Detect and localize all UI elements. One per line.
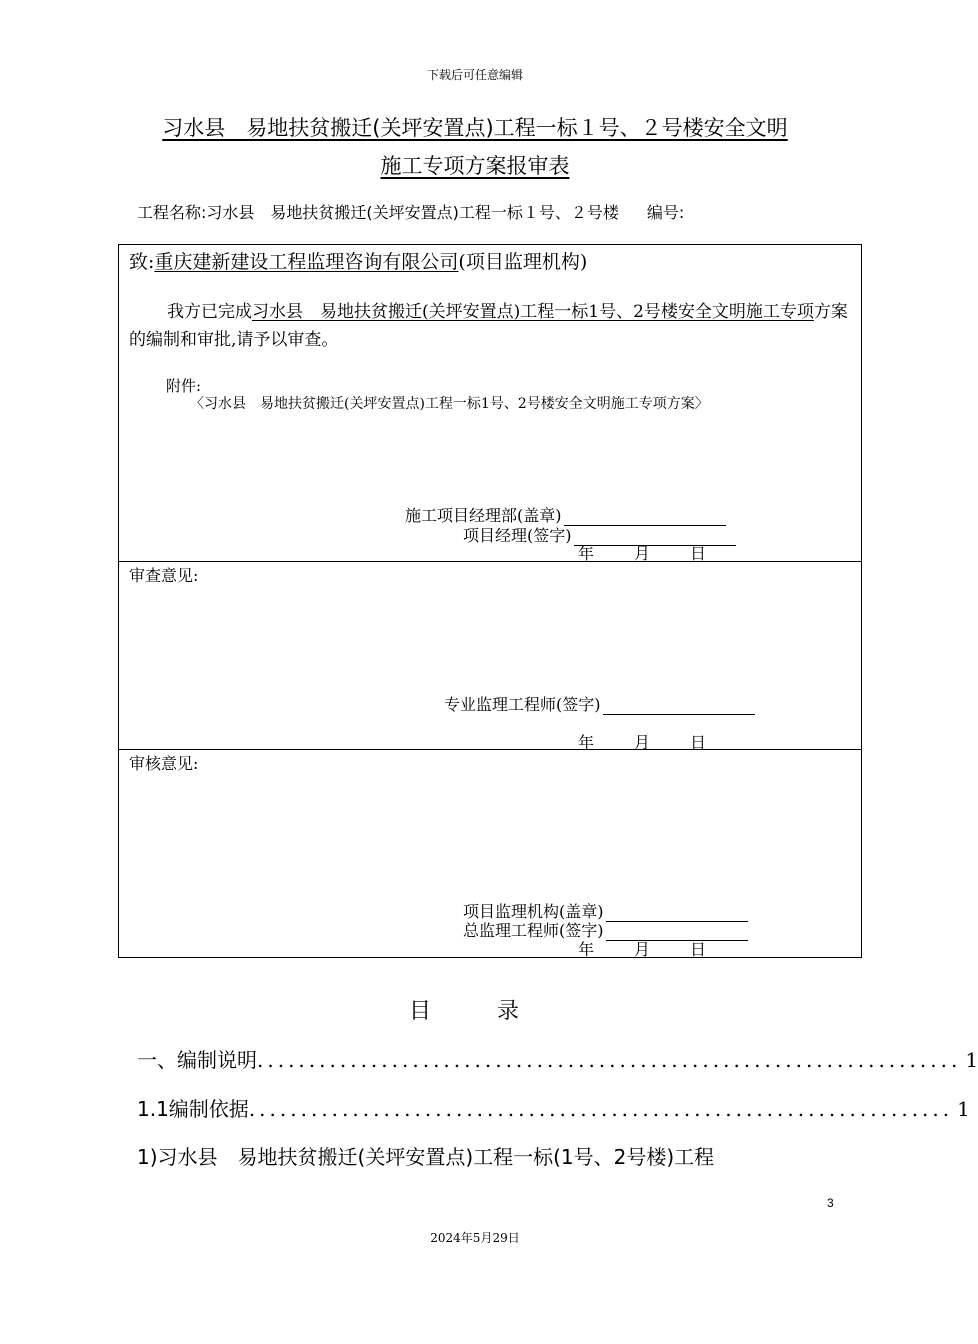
year-label: 年 xyxy=(578,544,595,563)
addressee-org: 重庆建新建设工程监理咨询有限公司 xyxy=(154,251,459,273)
year-label: 年 xyxy=(578,733,595,752)
engineer-sign-row xyxy=(444,692,755,715)
year-label: 年 xyxy=(578,940,595,959)
addressee xyxy=(129,247,587,274)
dept-seal-label: 施工项目经理部(盖章) xyxy=(405,506,562,525)
chief-sign-label: 总监理工程师(签字) xyxy=(463,921,604,940)
toc-leader: .................................................................... xyxy=(248,1097,954,1121)
toc-item-page: 1 xyxy=(965,1048,978,1072)
date-row-3 xyxy=(578,937,706,960)
engineer-sign-blank xyxy=(603,696,755,715)
toc-item-label: 一、编制说明 xyxy=(137,1048,257,1072)
month-label: 月 xyxy=(634,544,651,563)
statement-suffix: 方案的编制和审批,请予以审查。 xyxy=(129,302,848,350)
review-opinion-label: 审查意见: xyxy=(129,566,199,585)
day-label: 日 xyxy=(690,940,707,959)
toc-heading: 目 录 xyxy=(408,999,541,1024)
day-label: 日 xyxy=(690,544,707,563)
day-label: 日 xyxy=(690,733,707,752)
submission-statement xyxy=(129,298,855,354)
form-title-line-1: 习水县 易地扶贫搬迁(关坪安置点)工程一标１号、２号楼安全文明 xyxy=(162,116,788,140)
toc-item-label: 1.1编制依据 xyxy=(137,1097,249,1121)
attachment-title: 〈习水县 易地扶贫搬迁(关坪安置点)工程一标1号、2号楼安全文明施工专项方案〉 xyxy=(190,396,709,412)
manager-sign-label: 项目经理(签字) xyxy=(463,526,572,545)
statement-prefix: 我方已完成 xyxy=(167,302,252,322)
statement-project: 习水县 易地扶贫搬迁(关坪安置点)工程一标1号、2号楼安全文明施工专项 xyxy=(252,302,814,322)
page-number: 3 xyxy=(827,1196,834,1210)
month-label: 月 xyxy=(634,733,651,752)
page-header-note: 下载后可任意编辑 xyxy=(426,68,523,82)
addressee-prefix: 致: xyxy=(129,251,155,273)
toc-item[interactable] xyxy=(137,1044,978,1073)
project-info-line xyxy=(137,200,684,223)
form-title-line-2: 施工专项方案报审表 xyxy=(380,154,570,178)
toc-item-label: 1)习水县 易地扶贫搬迁(关坪安置点)工程一标(1号、2号楼)工程 xyxy=(137,1145,715,1169)
attachment-label: 附件: xyxy=(166,377,202,395)
toc-item-page: 1 xyxy=(957,1097,970,1121)
audit-opinion-label: 审核意见: xyxy=(129,754,199,773)
footer-date: 2024年5月29日 xyxy=(430,1231,520,1245)
project-name: 工程名称:习水县 易地扶贫搬迁(关坪安置点)工程一标１号、２号楼 xyxy=(137,203,619,222)
month-label: 月 xyxy=(634,940,651,959)
review-section xyxy=(118,561,862,750)
toc-item[interactable] xyxy=(137,1093,970,1122)
serial-number-label: 编号: xyxy=(646,203,685,222)
toc-leader: .................................................................... xyxy=(257,1048,962,1072)
addressee-suffix: (项目监理机构) xyxy=(458,251,588,273)
toc-item[interactable] xyxy=(137,1141,714,1170)
engineer-sign-label: 专业监理工程师(签字) xyxy=(444,695,601,714)
supervision-seal-label: 项目监理机构(盖章) xyxy=(463,902,604,921)
